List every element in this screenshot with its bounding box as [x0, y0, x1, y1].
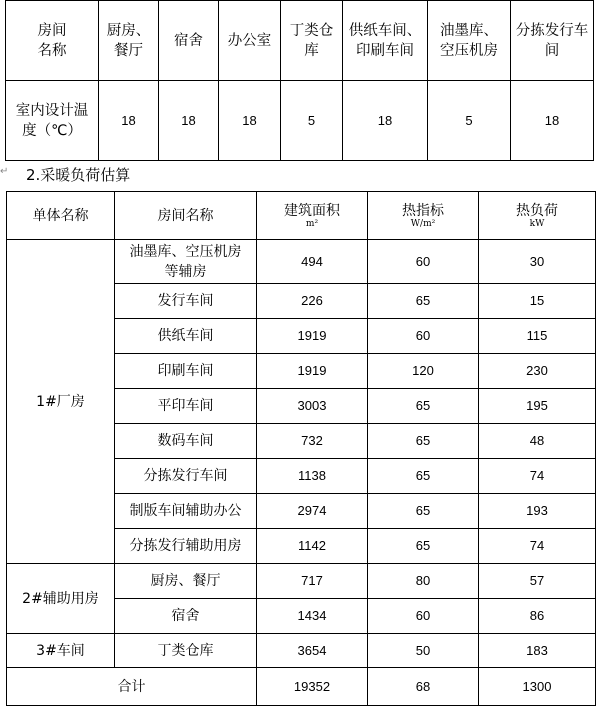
- room-name-cell: [115, 389, 257, 424]
- room-name-cell: [115, 319, 257, 354]
- heating-load-table: [6, 191, 596, 706]
- room-name-cell: [115, 284, 257, 319]
- room-type-line: 油墨库、: [440, 22, 498, 39]
- heat-load-cell: 115: [479, 319, 596, 354]
- heat-load-cell: 57: [479, 564, 596, 599]
- room-type-header: [159, 1, 219, 81]
- room-type-line: 宿舍: [174, 32, 203, 49]
- unit-name-cell: 2#辅助用房: [7, 564, 115, 634]
- unit-name-cell: 3#车间: [7, 634, 115, 668]
- room-type-header: [343, 1, 428, 81]
- area-cell: 2974: [257, 494, 368, 529]
- room-type-line: 间: [544, 42, 560, 59]
- total-area: 19352: [257, 668, 368, 706]
- room-name-line: 等辅房: [164, 263, 207, 280]
- temperature-value: 5: [428, 81, 511, 161]
- heat-index-cell: 80: [368, 564, 479, 599]
- header-heat-index-unit: W/m²: [410, 219, 436, 229]
- room-type-line: 办公室: [227, 32, 272, 49]
- header-area-label: 建筑面积: [284, 203, 340, 219]
- room-name-cell: [115, 494, 257, 529]
- room-name-line: 供纸车间: [157, 328, 214, 344]
- heat-load-cell: 48: [479, 424, 596, 459]
- temperature-value: 18: [99, 81, 159, 161]
- heat-load-cell: 183: [479, 634, 596, 668]
- header-unit-name: 单体名称: [7, 192, 115, 240]
- area-cell: 1919: [257, 354, 368, 389]
- heat-index-cell: 50: [368, 634, 479, 668]
- room-name-cell: [115, 564, 257, 599]
- room-type-line: 空压机房: [440, 42, 498, 59]
- heat-index-cell: 65: [368, 529, 479, 564]
- heat-index-cell: 65: [368, 389, 479, 424]
- header-room-name-cell: [6, 1, 99, 81]
- heat-load-cell: 74: [479, 459, 596, 494]
- header-heat-load: [479, 192, 596, 240]
- header-heat-index-label: 热指标: [402, 203, 444, 219]
- total-heat-index: 68: [368, 668, 479, 706]
- header-area-unit: m²: [305, 219, 319, 229]
- room-name-cell: [115, 354, 257, 389]
- header-room-name: 房间名称: [115, 192, 257, 240]
- temperature-value: 18: [343, 81, 428, 161]
- room-type-line: 印刷车间: [356, 42, 414, 59]
- room-name-cell: [115, 634, 257, 668]
- room-type-header: [428, 1, 511, 81]
- header-heat-load-label: 热负荷: [516, 203, 558, 219]
- heat-load-cell: 15: [479, 284, 596, 319]
- total-heat-load: 1300: [479, 668, 596, 706]
- load-row: [7, 564, 596, 599]
- room-name-cell: [115, 240, 257, 284]
- room-type-header: [219, 1, 281, 81]
- heat-index-cell: 120: [368, 354, 479, 389]
- room-type-line: 库: [304, 42, 319, 59]
- room-type-header: [281, 1, 343, 81]
- load-table-body: [7, 240, 596, 668]
- room-name-cell: [115, 424, 257, 459]
- heat-load-cell: 195: [479, 389, 596, 424]
- heat-index-cell: 60: [368, 240, 479, 284]
- room-name-line: 平印车间: [157, 398, 214, 414]
- room-name-line: 印刷车间: [157, 363, 214, 379]
- load-header-row: [7, 192, 596, 240]
- heat-load-cell: 193: [479, 494, 596, 529]
- heat-load-cell: 30: [479, 240, 596, 284]
- room-type-line: 厨房、: [106, 22, 151, 39]
- temperature-header-row: [6, 1, 594, 81]
- row-label-line: 度（℃）: [22, 122, 82, 139]
- heat-load-cell: 86: [479, 599, 596, 634]
- temperature-value: 5: [281, 81, 343, 161]
- section-heading: 2.采暖负荷估算: [26, 166, 131, 184]
- room-type-header: [511, 1, 594, 81]
- load-row: [7, 240, 596, 284]
- total-row: [7, 668, 596, 706]
- room-type-header: [99, 1, 159, 81]
- room-name-line: 丁类仓库: [157, 642, 214, 659]
- heat-load-cell: 230: [479, 354, 596, 389]
- header-heat-load-unit: kW: [529, 219, 545, 229]
- header-label-line: 房间: [37, 22, 67, 39]
- room-name-line: 分拣发行车间: [143, 468, 228, 484]
- heat-index-cell: 65: [368, 459, 479, 494]
- room-type-line: 丁类仓: [289, 22, 334, 39]
- header-area: [257, 192, 368, 240]
- heat-index-cell: 60: [368, 319, 479, 354]
- temperature-value: 18: [511, 81, 594, 161]
- area-cell: 717: [257, 564, 368, 599]
- total-label: 合计: [7, 668, 257, 706]
- row-label-line: 室内设计温: [15, 102, 89, 119]
- heat-index-cell: 65: [368, 284, 479, 319]
- room-name-line: 数码车间: [157, 433, 214, 449]
- temperature-value-row: [6, 81, 594, 161]
- heat-index-cell: 65: [368, 424, 479, 459]
- heat-index-cell: 60: [368, 599, 479, 634]
- area-cell: 1434: [257, 599, 368, 634]
- heat-index-cell: 65: [368, 494, 479, 529]
- unit-name-cell: 1#厂房: [7, 240, 115, 564]
- room-name-line: 宿舍: [171, 608, 200, 624]
- area-cell: 226: [257, 284, 368, 319]
- area-cell: 1142: [257, 529, 368, 564]
- temperature-table: [5, 0, 594, 161]
- room-name-line: 厨房、餐厅: [150, 573, 221, 589]
- header-label-line: 名称: [37, 42, 67, 59]
- room-name-cell: [115, 529, 257, 564]
- room-type-line: 分拣发行车: [515, 22, 589, 39]
- temperature-value: 18: [159, 81, 219, 161]
- heat-load-cell: 74: [479, 529, 596, 564]
- area-cell: 1919: [257, 319, 368, 354]
- header-heat-index: [368, 192, 479, 240]
- area-cell: 1138: [257, 459, 368, 494]
- area-cell: 3654: [257, 634, 368, 668]
- room-name-line: 油墨库、空压机房: [129, 243, 242, 260]
- row-label-cell: [6, 81, 99, 161]
- area-cell: 732: [257, 424, 368, 459]
- room-name-line: 发行车间: [157, 293, 214, 309]
- area-cell: 494: [257, 240, 368, 284]
- room-type-line: 餐厅: [114, 42, 143, 59]
- temperature-value: 18: [219, 81, 281, 161]
- area-cell: 3003: [257, 389, 368, 424]
- room-name-cell: [115, 459, 257, 494]
- load-row: [7, 634, 596, 668]
- room-name-line: 制版车间辅助办公: [129, 503, 242, 519]
- room-name-cell: [115, 599, 257, 634]
- room-name-line: 分拣发行辅助用房: [129, 538, 242, 554]
- room-type-line: 供纸车间、: [348, 22, 422, 39]
- paragraph-mark-icon: ↵: [0, 166, 9, 177]
